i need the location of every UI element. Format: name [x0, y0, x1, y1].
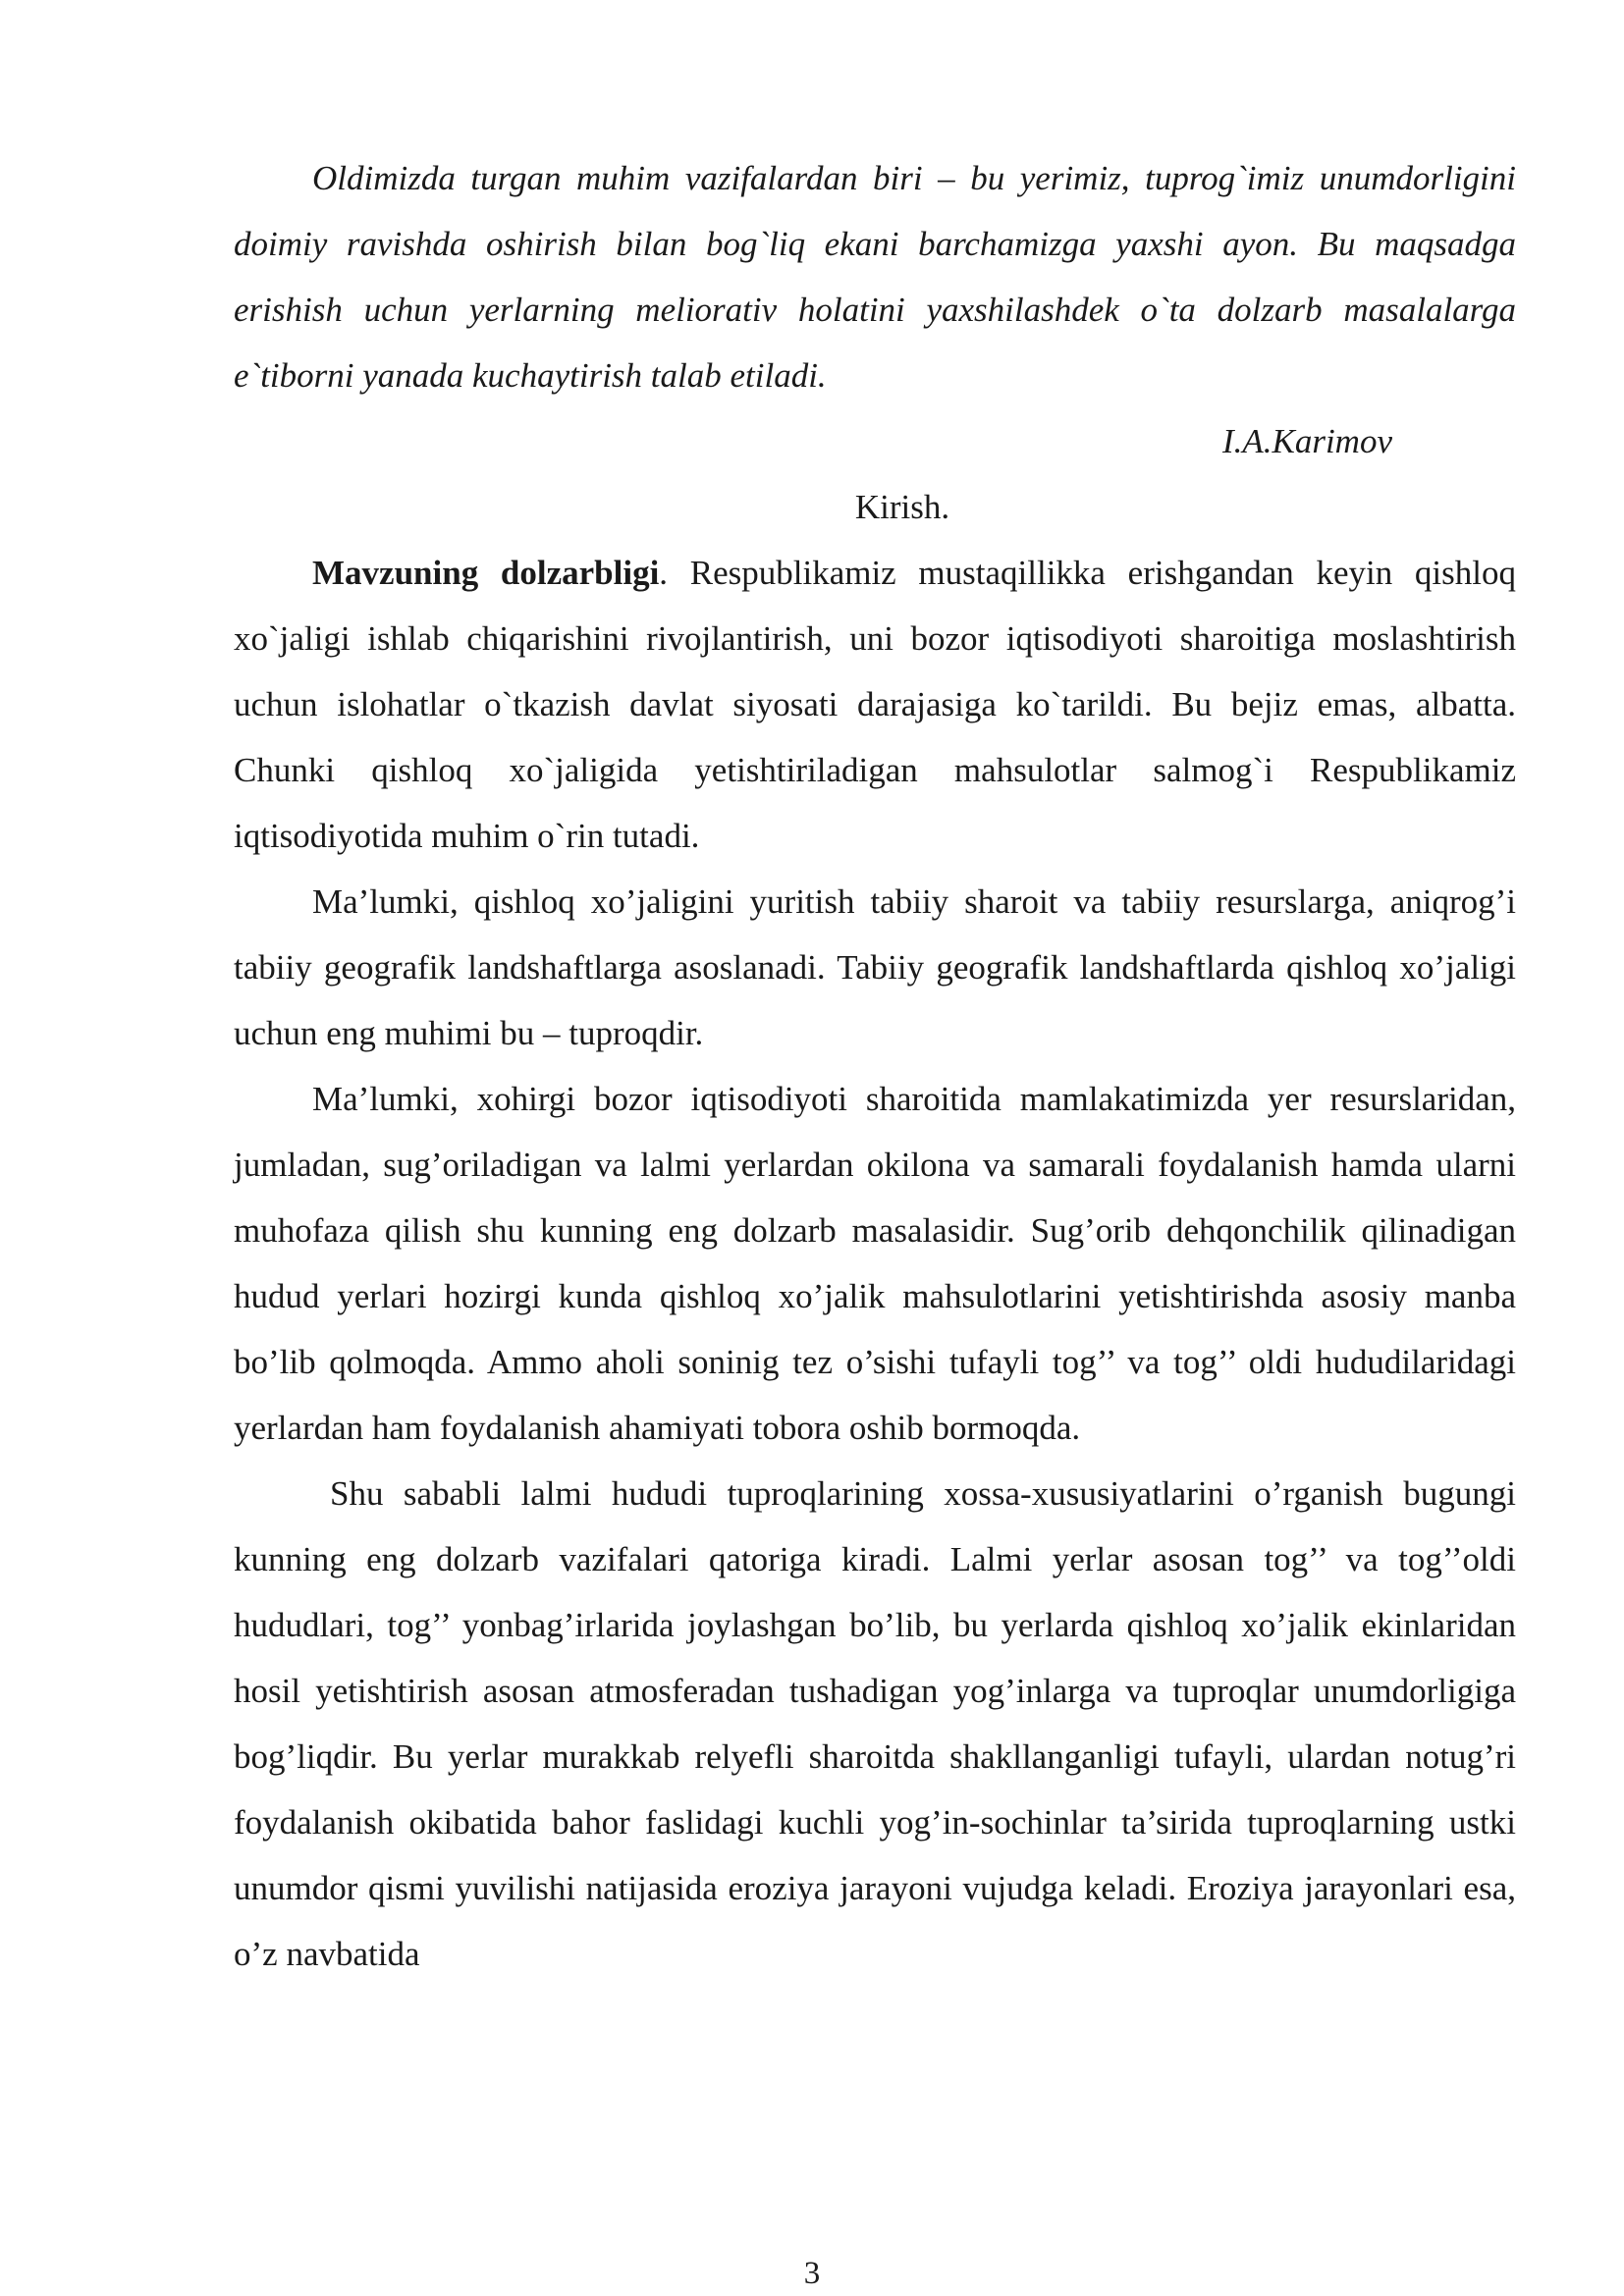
paragraph-text: . Respublikamiz mustaqillikka erishgandan keyin qishloq xo`jaligi ishlab chiqarishini rivojlantirish, uni bozor iqtisodiyoti sharoitiga moslashtirish uchun islohatlar o`tkazish davlat siyosati darajasiga ko`tarildi. Bu bejiz emas, albatta. Chunki qishloq xo`jaligida yetishtiriladigan mahsulotlar salmog`i Respublikamiz iqtisodiyotida muhim o`rin tutadi. [234, 554, 1516, 855]
page-number: 3 [803, 2256, 821, 2291]
paragraph-lead-heading: Mavzuning dolzarbligi [312, 554, 660, 592]
page-text [234, 145, 1516, 1987]
section-title: Kirish. [854, 488, 950, 526]
paragraph-relevance [234, 540, 1516, 869]
paragraph-land-resources: Ma’lumki, xohirgi bozor iqtisodiyoti sharoitida mamlakatimizda yer resurslaridan, jumladan, sug’oriladigan va lalmi yerlardan okilona va samarali foydalanish hamda ularni muhofaza qilish shu kunning eng dolzarb masalasidir. Sug’orib dehqonchilik qilinadigan hudud yerlari hozirgi kunda qishloq xo’jalik mahsulotlarini yetishtirishda asosiy manba bo’lib qolmoqda. Ammo aholi soninig tez o’sishi tufayli tog’’ va tog’’ oldi hududilaridagi yerlardan ham foydalanish ahamiyati tobora oshib bormoqda. [234, 1080, 1516, 1447]
epigraph-quote: Oldimizda turgan muhim vazifalardan biri – bu yerimiz, tuprog`imiz unumdorligini doimiy ravishda oshirish bilan bog`liq ekani barchamizga yaxshi ayon. Bu maqsadga erishish uchun yerlarning meliorativ holatini yaxshilashdek o`ta dolzarb masalalarga e`tiborni yanada kuchaytirish talab etiladi. [234, 159, 1516, 395]
paragraph-rainfed-soils: Shu sababli lalmi hududi tuproqlarining xossa-xususiyatlarini o’rganish bugungi kunning eng dolzarb vazifalari qatoriga kiradi. Lalmi yerlar asosan tog’’ va tog’’oldi hududlari, tog’’ yonbag’irlarida joylashgan bo’lib, bu yerlarda qishloq xo’jalik ekinlaridan hosil yetishtirish asosan atmosferadan tushadigan yog’inlarga va tuproqlar unumdorligiga bog’liqdir. Bu yerlar murakkab relyefli sharoitda shakllanganligi tufayli, ulardan notug’ri foydalanish okibatida bahor faslidagi kuchli yog’in-sochinlar ta’sirida tuproqlarning ustki unumdor qismi yuvilishi natijasida eroziya jarayoni vujudga keladi. Eroziya jarayonlari esa, o’z navbatida [234, 1474, 1516, 1973]
paragraph-agriculture: Ma’lumki, qishloq xo’jaligini yuritish tabiiy sharoit va tabiiy resurslarga, aniqrog’i tabiiy geografik landshaftlarga asoslanadi. Tabiiy geografik landshaftlarda qishloq xo’jaligi uchun eng muhimi bu – tuproqdir. [234, 882, 1516, 1052]
epigraph-author: I.A.Karimov [1221, 422, 1392, 460]
